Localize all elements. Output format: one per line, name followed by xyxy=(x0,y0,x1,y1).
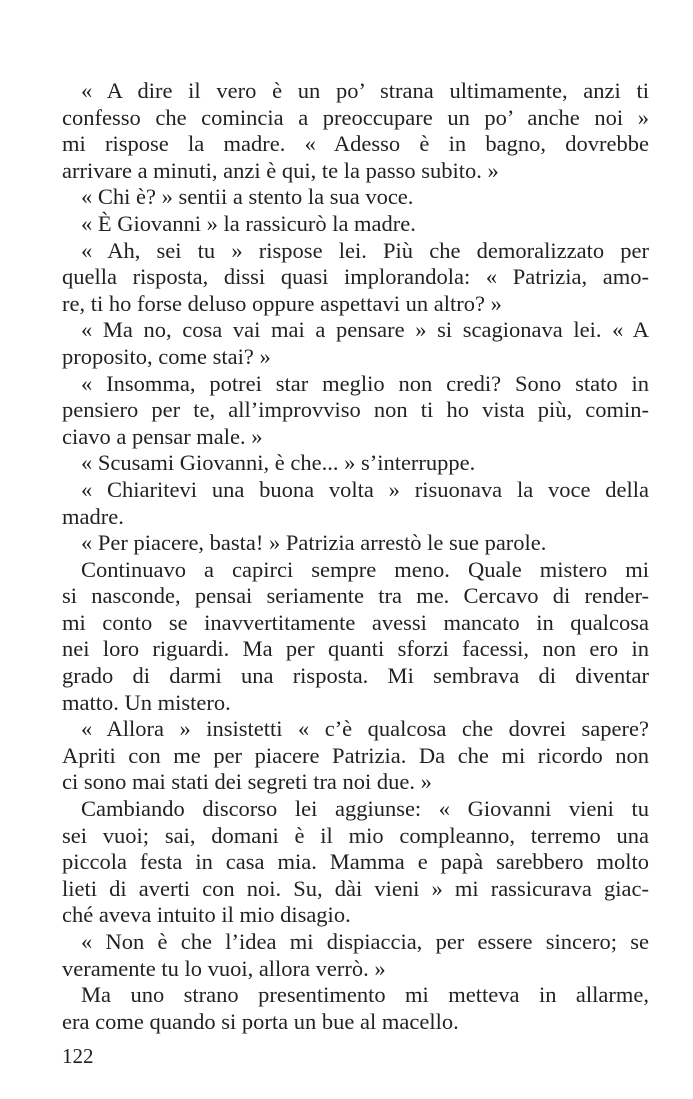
text-line: ci sono mai stati dei segreti tra noi due. » xyxy=(62,769,432,795)
text-line: « È Giovanni » la rassicurò la madre. xyxy=(81,210,416,236)
text-line: « Chi è? » sentii a stento la sua voce. xyxy=(81,184,414,210)
text-line: quella risposta, dissi quasi implorandola: « Patrizia, amo- xyxy=(62,264,649,290)
text-line: era come quando si porta un bue al macello. xyxy=(62,1008,459,1034)
text-line: ché aveva intuito il mio disagio. xyxy=(62,902,351,928)
text-line: « Per piacere, basta! » Patrizia arrestò le sue parole. xyxy=(81,530,547,556)
text-line: re, ti ho forse deluso oppure aspettavi un altro? » xyxy=(62,290,502,316)
text-line: « Insomma, potrei star meglio non credi? Sono stato in xyxy=(81,370,649,396)
text-line: « Non è che l’idea mi dispiaccia, per essere sincero; se xyxy=(81,929,649,954)
text-line: sei vuoi; sai, domani è il mio compleanno, terremo una xyxy=(62,822,649,848)
text-line: piccola festa in casa mia. Mamma e papà sarebbero molto xyxy=(62,849,649,875)
text-line: madre. xyxy=(62,503,124,529)
text-line: « Ah, sei tu » rispose lei. Più che demoralizzato per xyxy=(81,237,649,263)
text-line: Apriti con me per piacere Patrizia. Da che mi ricordo non xyxy=(62,742,649,768)
text-line: « Allora » insistetti « c’è qualcosa che dovrei sapere? xyxy=(81,716,649,742)
page-number: 122 xyxy=(62,1044,94,1068)
text-line: arrivare a minuti, anzi è qui, te la passo subito. » xyxy=(62,157,499,183)
text-line: mi rispose la madre. « Adesso è in bagno, dovrebbe xyxy=(62,131,649,157)
text-line: « A dire il vero è un po’ strana ultimamente, anzi ti xyxy=(81,78,649,103)
text-line: « Chiaritevi una buona volta » risuonava la voce della xyxy=(81,476,649,502)
text-line: grado di darmi una risposta. Mi sembrava di diventar xyxy=(62,663,649,689)
text-line: Ma uno strano presentimento mi metteva in allarme, xyxy=(81,982,649,1008)
text-line: pensiero per te, all’improvviso non ti ho vista più, comin- xyxy=(62,397,649,423)
text-line: veramente tu lo vuoi, allora verrò. » xyxy=(62,955,386,981)
text-line: confesso che comincia a preoccupare un po’ anche noi » xyxy=(62,104,649,130)
text-line: Cambiando discorso lei aggiunse: « Giovanni vieni tu xyxy=(81,796,649,822)
text-line: proposito, come stai? » xyxy=(62,343,271,369)
text-line: « Ma no, cosa vai mai a pensare » si scagionava lei. « A xyxy=(81,317,649,343)
text-line: matto. Un mistero. xyxy=(62,689,231,715)
text-line: « Scusami Giovanni, è che... » s’interruppe. xyxy=(81,450,476,476)
text-line: lieti di averti con noi. Su, dài vieni » mi rassicurava giac- xyxy=(62,875,649,901)
text-line: nei loro riguardi. Ma per quanti sforzi facessi, non ero in xyxy=(62,636,649,662)
text-line: si nasconde, pensai seriamente tra me. Cercavo di render- xyxy=(62,583,649,609)
text-line: ciavo a pensar male. » xyxy=(62,423,263,449)
page-text-block xyxy=(62,78,649,1035)
text-line: mi conto se inavvertitamente avessi mancato in qualcosa xyxy=(62,609,649,635)
text-line: Continuavo a capirci sempre meno. Quale mistero mi xyxy=(81,556,649,582)
